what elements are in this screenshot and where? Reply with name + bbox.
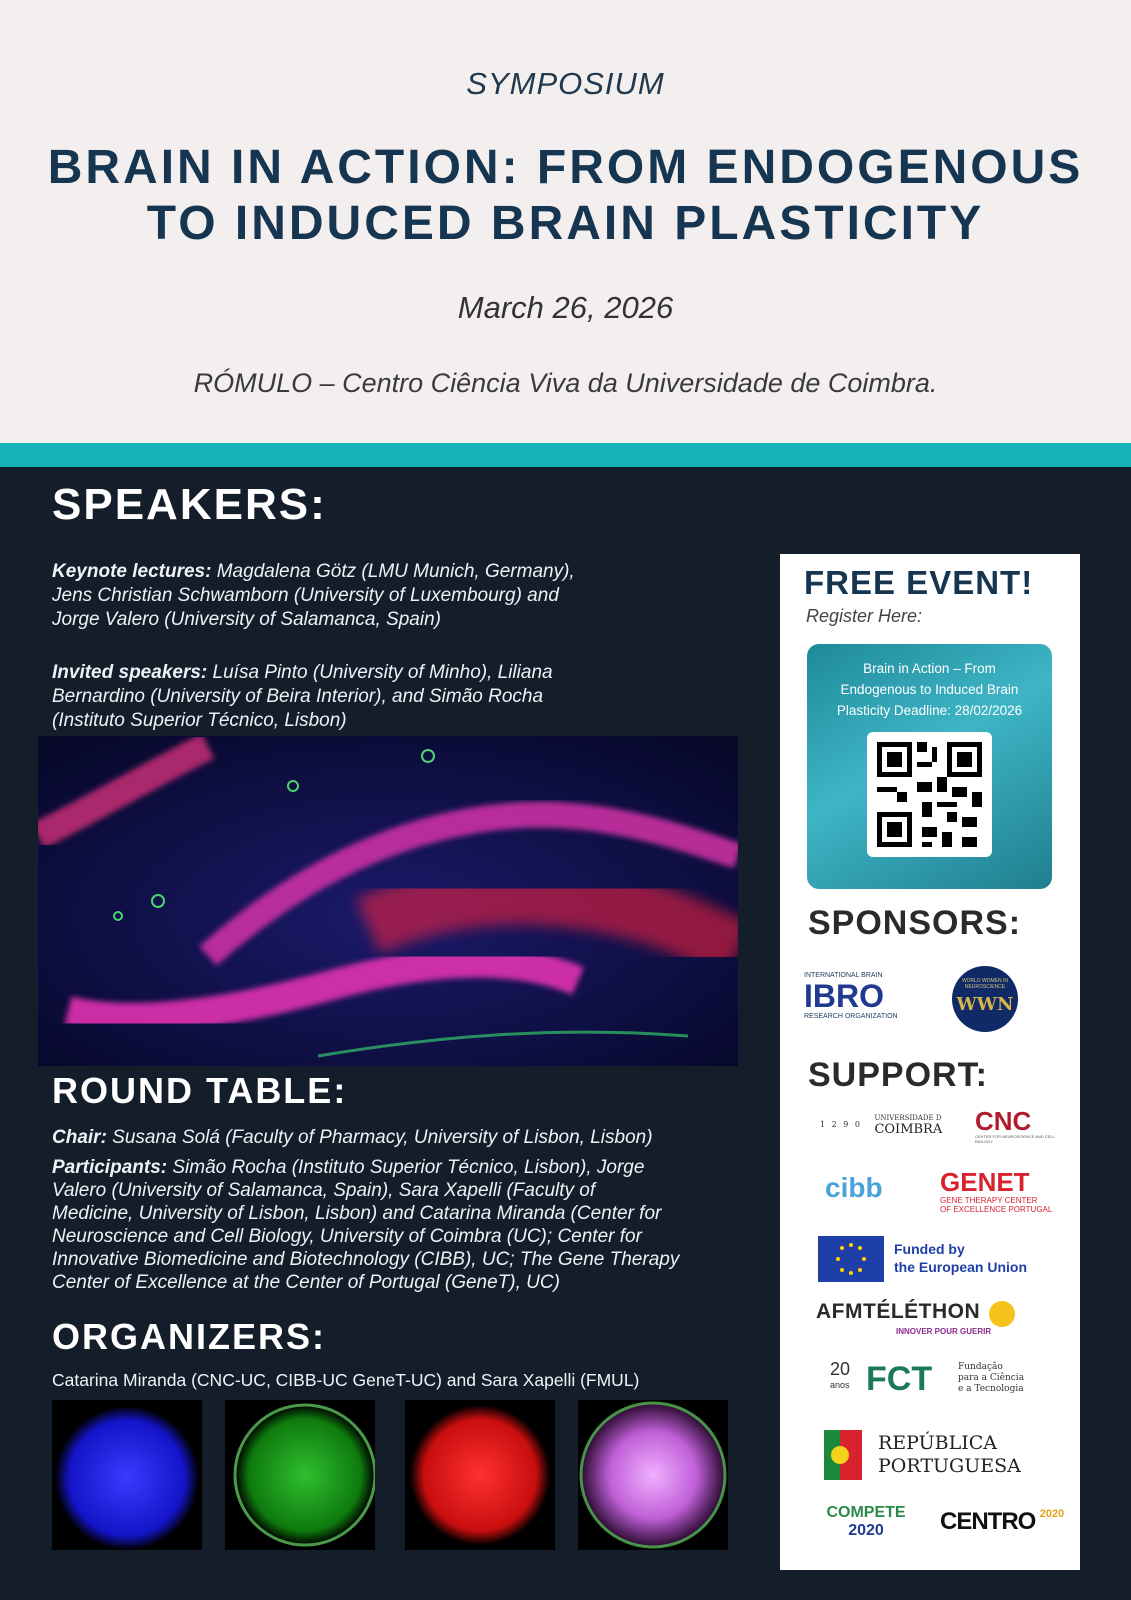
republica-line-2: PORTUGUESA bbox=[878, 1455, 1021, 1477]
uc-main-text: COIMBRA bbox=[874, 1122, 943, 1137]
cnc-logo bbox=[975, 1108, 1055, 1144]
event-date: March 26, 2026 bbox=[457, 290, 674, 325]
centro-year: 2020 bbox=[1039, 1508, 1065, 1520]
uc-coimbra-logo bbox=[820, 1114, 970, 1137]
uc-small-text: UNIVERSIDADE D bbox=[874, 1114, 942, 1122]
spheroid-green-image bbox=[225, 1400, 375, 1550]
keynote-lectures bbox=[52, 560, 575, 632]
chair-text: Susana Solá (Faculty of Pharmacy, University of Lisbon, Lisbon) bbox=[106, 1127, 653, 1148]
participants-text-6: Center of Excellence at the Center of Portugal (GeneT), UC) bbox=[52, 1272, 560, 1293]
qr-code-icon bbox=[867, 732, 992, 857]
fct-logo bbox=[830, 1360, 1050, 1400]
round-table-chair bbox=[52, 1126, 653, 1150]
participants-text-1: Simão Rocha (Instituto Superior Técnico, Lisbon), Jorge bbox=[167, 1157, 645, 1178]
republica-line-1: REPÚBLICA bbox=[878, 1432, 997, 1454]
registration-line-1: Brain in Action – From bbox=[863, 661, 996, 676]
compete-2020-logo bbox=[816, 1504, 916, 1540]
afm-subtext: INNOVER POUR GUERIR bbox=[896, 1326, 992, 1336]
registration-card-text bbox=[815, 658, 1044, 721]
eu-funding-logo bbox=[818, 1236, 1048, 1282]
eu-flag-icon bbox=[818, 1236, 884, 1282]
fct-years: 20 bbox=[830, 1359, 851, 1379]
spheroid-blue-illustration bbox=[52, 1400, 202, 1550]
chair-label: Chair: bbox=[52, 1127, 107, 1148]
teal-divider bbox=[0, 443, 1131, 467]
side-panel bbox=[780, 554, 1080, 1570]
cnc-text: CNC bbox=[975, 1106, 1032, 1136]
hippocampus-image bbox=[38, 736, 738, 1066]
uc-years: 1 2 9 0 bbox=[820, 1120, 862, 1129]
ibro-top-text: INTERNATIONAL BRAIN bbox=[804, 972, 883, 979]
free-event-heading: FREE EVENT! bbox=[804, 564, 1034, 601]
portugal-flag-icon bbox=[824, 1430, 864, 1480]
compete-text: COMPETE bbox=[826, 1504, 906, 1521]
republica-portuguesa-logo bbox=[824, 1430, 1054, 1480]
event-venue: RÓMULO – Centro Ciência Viva da Universidade de Coimbra. bbox=[193, 368, 938, 398]
registration-line-2: Endogenous to Induced Brain bbox=[840, 682, 1019, 697]
register-here-label[interactable]: Register Here: bbox=[806, 606, 923, 626]
genet-logo bbox=[940, 1168, 1060, 1214]
hippocampus-illustration bbox=[38, 736, 738, 1066]
keynote-text-2: Jens Christian Schwamborn (University of Luxembourg) and bbox=[52, 585, 559, 606]
participants-label: Participants: bbox=[52, 1157, 168, 1178]
genet-subtext-2: OF EXCELLENCE PORTUGAL bbox=[940, 1205, 1053, 1214]
cibb-text: cibb bbox=[825, 1172, 883, 1203]
sponsors-heading: SPONSORS: bbox=[808, 904, 1022, 942]
participants-text-4: Neuroscience and Cell Biology, University of Coimbra (UC); Center for bbox=[52, 1226, 642, 1247]
cibb-logo bbox=[825, 1172, 883, 1204]
speakers-heading: SPEAKERS: bbox=[52, 480, 327, 529]
registration-card[interactable] bbox=[807, 644, 1052, 889]
round-table-participants bbox=[52, 1156, 679, 1294]
invited-text-1: Luísa Pinto (University of Minho), Liliana bbox=[207, 662, 553, 683]
invited-text-2: Bernardino (University of Beira Interior), and Simão Rocha bbox=[52, 686, 544, 707]
ibro-logo bbox=[804, 972, 914, 1020]
invited-speakers bbox=[52, 661, 553, 733]
fct-subtext-3: e a Tecnologia bbox=[958, 1384, 1024, 1394]
spheroid-green-illustration bbox=[225, 1400, 375, 1550]
wwn-logo bbox=[952, 966, 1018, 1032]
round-table-heading: ROUND TABLE: bbox=[52, 1070, 348, 1111]
fct-subtext-1: Fundação bbox=[958, 1362, 1003, 1372]
participants-text-3: Medicine, University of Lisbon, Lisbon) and Catarina Miranda (Center for bbox=[52, 1203, 662, 1224]
title-line-2: TO INDUCED BRAIN PLASTICITY bbox=[146, 197, 985, 250]
header-section bbox=[0, 0, 1131, 443]
afm-text: AFMTÉLÉTHON bbox=[816, 1300, 981, 1323]
event-title bbox=[0, 140, 1131, 252]
spheroid-red-image bbox=[405, 1400, 555, 1550]
centro-text: CENTRO bbox=[940, 1508, 1036, 1535]
genet-text: GENET bbox=[940, 1167, 1030, 1197]
fct-text: FCT bbox=[866, 1360, 933, 1398]
invited-text-3: (Instituto Superior Técnico, Lisbon) bbox=[52, 710, 347, 731]
participants-text-5: Innovative Biomedicine and Biotechnology (CIBB), UC; The Gene Therapy bbox=[52, 1249, 680, 1270]
spheroid-blue-image bbox=[52, 1400, 202, 1550]
qr-code[interactable] bbox=[867, 732, 992, 857]
title-line-1: BRAIN IN ACTION: FROM ENDOGENOUS bbox=[47, 141, 1084, 194]
keynote-text-1: Magdalena Götz (LMU Munich, Germany), bbox=[211, 561, 575, 582]
organizers-text: Catarina Miranda (CNC-UC, CIBB-UC GeneT-UC) and Sara Xapelli (FMUL) bbox=[52, 1370, 640, 1390]
spheroid-merged-illustration bbox=[578, 1400, 728, 1550]
fct-subtext-2: para a Ciência bbox=[958, 1373, 1025, 1383]
eu-line-1: Funded by bbox=[894, 1241, 965, 1257]
support-heading: SUPPORT: bbox=[808, 1056, 988, 1094]
participants-text-2: Valero (University of Salamanca, Spain), Sara Xapelli (Faculty of bbox=[52, 1180, 596, 1201]
keynote-text-3: Jorge Valero (University of Salamanca, Spain) bbox=[52, 609, 441, 630]
centro-2020-logo bbox=[940, 1508, 1070, 1536]
spheroid-red-illustration bbox=[405, 1400, 555, 1550]
cnc-subtext: CENTER FOR NEUROSCIENCE AND CELL BIOLOGY bbox=[975, 1134, 1055, 1144]
spheroid-merged-image bbox=[578, 1400, 728, 1550]
event-type: SYMPOSIUM bbox=[466, 66, 665, 101]
registration-line-3: Plasticity Deadline: 28/02/2026 bbox=[836, 703, 1023, 718]
keynote-label: Keynote lectures: bbox=[52, 561, 212, 582]
ibro-main-text: IBRO bbox=[804, 978, 884, 1014]
sun-icon bbox=[989, 1301, 1015, 1327]
afm-telethon-logo bbox=[816, 1300, 1056, 1336]
genet-subtext-1: GENE THERAPY CENTER bbox=[940, 1196, 1038, 1205]
eu-line-2: the European Union bbox=[894, 1259, 1027, 1275]
wwn-text: WWN bbox=[956, 994, 1014, 1015]
invited-label: Invited speakers: bbox=[52, 662, 208, 683]
compete-year: 2020 bbox=[848, 1522, 884, 1539]
organizers-heading: ORGANIZERS: bbox=[52, 1316, 326, 1357]
fct-anos: anos bbox=[830, 1380, 850, 1390]
ibro-bottom-text: RESEARCH ORGANIZATION bbox=[804, 1013, 898, 1020]
wwn-small-text: WORLD WOMEN IN NEUROSCIENCE bbox=[961, 978, 1009, 990]
